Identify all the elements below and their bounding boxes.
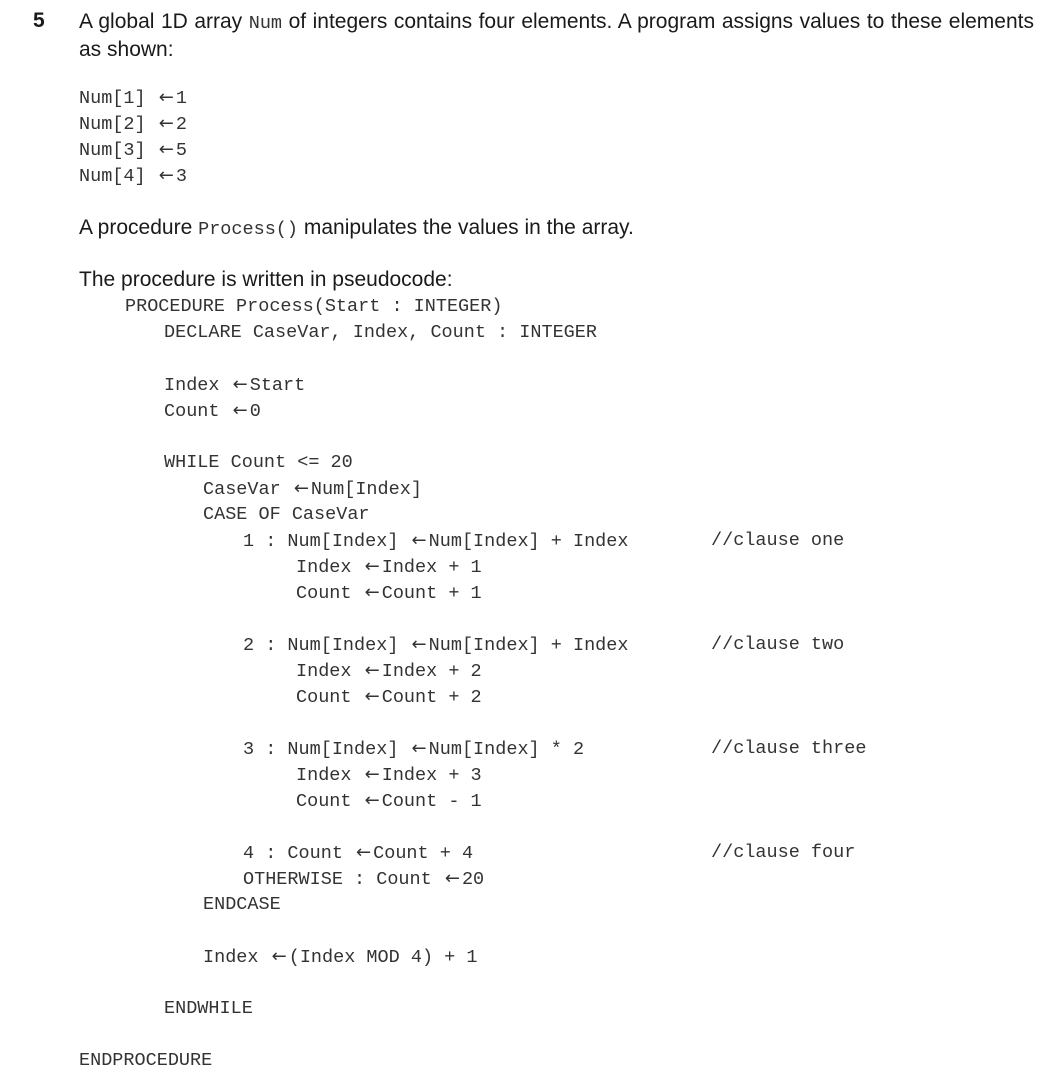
code-text: Count <box>296 687 352 708</box>
code-text: OTHERWISE : Count <box>243 869 432 890</box>
arrow-icon: ← <box>158 113 174 134</box>
code-text: CASE OF CaseVar <box>203 504 370 525</box>
arrow-icon: ← <box>232 400 248 421</box>
code-text: 0 <box>249 401 261 422</box>
code-text: Index + 2 <box>381 661 482 682</box>
code-text: Num[Index] <box>310 479 422 500</box>
code-text: Index <box>296 765 352 786</box>
procedure-text-2: manipulates the values in the array. <box>298 216 634 239</box>
code-line <box>164 372 305 398</box>
code-text: Num[Index] * 2 <box>428 739 585 760</box>
code-line <box>296 762 482 788</box>
assignment-rhs: 5 <box>175 140 187 161</box>
code-text: Index + 1 <box>381 557 482 578</box>
code-line <box>164 996 253 1022</box>
code-line <box>243 632 628 658</box>
code-text: CaseVar <box>203 479 281 500</box>
intro-text-1: A global 1D array <box>79 10 249 33</box>
arrow-icon: ← <box>364 556 380 577</box>
code-text: Count <box>296 791 352 812</box>
assignment-lhs: Num[4] <box>79 166 146 187</box>
arrow-icon: ← <box>364 582 380 603</box>
code-text: Index <box>203 947 259 968</box>
code-line <box>203 892 281 918</box>
code-text: Count + 2 <box>381 687 482 708</box>
code-text: Index + 3 <box>381 765 482 786</box>
code-comment: //clause two <box>711 634 845 655</box>
code-text: Num[Index] + Index <box>428 635 629 656</box>
assignment-lhs: Num[3] <box>79 140 146 161</box>
assignment-line-4 <box>79 163 187 189</box>
arrow-icon: ← <box>356 842 372 863</box>
assignment-rhs: 1 <box>175 88 187 109</box>
question-intro <box>79 9 1034 63</box>
code-line <box>164 398 261 424</box>
arrow-icon: ← <box>293 478 309 499</box>
arrow-icon: ← <box>364 764 380 785</box>
code-text: Start <box>249 375 306 396</box>
intro-text-2: of integers contains four elements. A program assigns values to these elements as shown: <box>79 10 1034 61</box>
code-text: DECLARE CaseVar, Index, Count : INTEGER <box>164 322 597 343</box>
procedure-text-1: A procedure <box>79 216 199 239</box>
code-text: Count + 4 <box>373 843 474 864</box>
assignment-lhs: Num[1] <box>79 88 146 109</box>
arrow-icon: ← <box>364 686 380 707</box>
code-text: ENDWHILE <box>164 998 253 1019</box>
procedure-sentence <box>79 215 634 241</box>
code-text: PROCEDURE Process(Start : INTEGER) <box>125 296 503 317</box>
code-line <box>243 866 484 892</box>
arrow-icon: ← <box>364 660 380 681</box>
code-text: Count - 1 <box>381 791 482 812</box>
code-text: Count <box>164 401 220 422</box>
code-text: 20 <box>461 869 485 890</box>
code-line <box>296 554 482 580</box>
question-number: 5 <box>33 9 45 32</box>
code-line <box>164 320 597 346</box>
code-line <box>243 840 473 866</box>
intro-code-num: Num <box>248 13 283 34</box>
assignment-lhs: Num[2] <box>79 114 146 135</box>
code-line <box>296 684 482 710</box>
code-text: 2 : Num[Index] <box>243 635 399 656</box>
code-line <box>243 736 584 762</box>
code-text: Index <box>164 375 220 396</box>
assignment-line-2 <box>79 111 187 137</box>
code-text: Index <box>296 661 352 682</box>
code-comment: //clause four <box>711 842 856 863</box>
arrow-icon: ← <box>364 790 380 811</box>
code-text: 4 : Count <box>243 843 343 864</box>
code-text: Count + 1 <box>381 583 482 604</box>
procedure-code: Process() <box>198 219 299 240</box>
code-line <box>125 294 502 320</box>
code-text: (Index MOD 4) + 1 <box>288 947 478 968</box>
code-line <box>203 502 370 528</box>
arrow-icon: ← <box>411 634 427 655</box>
code-text: Count <box>296 583 352 604</box>
code-line <box>243 528 628 554</box>
code-line <box>296 788 482 814</box>
code-text: Num[Index] + Index <box>428 531 629 552</box>
arrow-icon: ← <box>158 165 174 186</box>
assignment-rhs: 2 <box>175 114 187 135</box>
code-text: ENDCASE <box>203 894 281 915</box>
code-comment: //clause three <box>711 738 867 759</box>
assignment-rhs: 3 <box>175 166 187 187</box>
arrow-icon: ← <box>444 868 460 889</box>
code-line <box>164 450 353 476</box>
code-text: ENDPROCEDURE <box>79 1050 213 1071</box>
code-line <box>203 944 477 970</box>
code-line <box>296 658 482 684</box>
pseudocode-intro: The procedure is written in pseudocode: <box>79 268 453 291</box>
arrow-icon: ← <box>271 946 287 967</box>
code-line <box>79 1048 212 1074</box>
code-line <box>203 476 422 502</box>
code-text: 3 : Num[Index] <box>243 739 399 760</box>
assignment-line-3 <box>79 137 187 163</box>
assignment-line-1 <box>79 85 187 111</box>
code-text: 1 : Num[Index] <box>243 531 399 552</box>
code-comment: //clause one <box>711 530 845 551</box>
arrow-icon: ← <box>411 738 427 759</box>
code-text: WHILE Count <= 20 <box>164 452 353 473</box>
arrow-icon: ← <box>158 87 174 108</box>
code-text: Index <box>296 557 352 578</box>
code-line <box>296 580 482 606</box>
arrow-icon: ← <box>158 139 174 160</box>
arrow-icon: ← <box>411 530 427 551</box>
arrow-icon: ← <box>232 374 248 395</box>
